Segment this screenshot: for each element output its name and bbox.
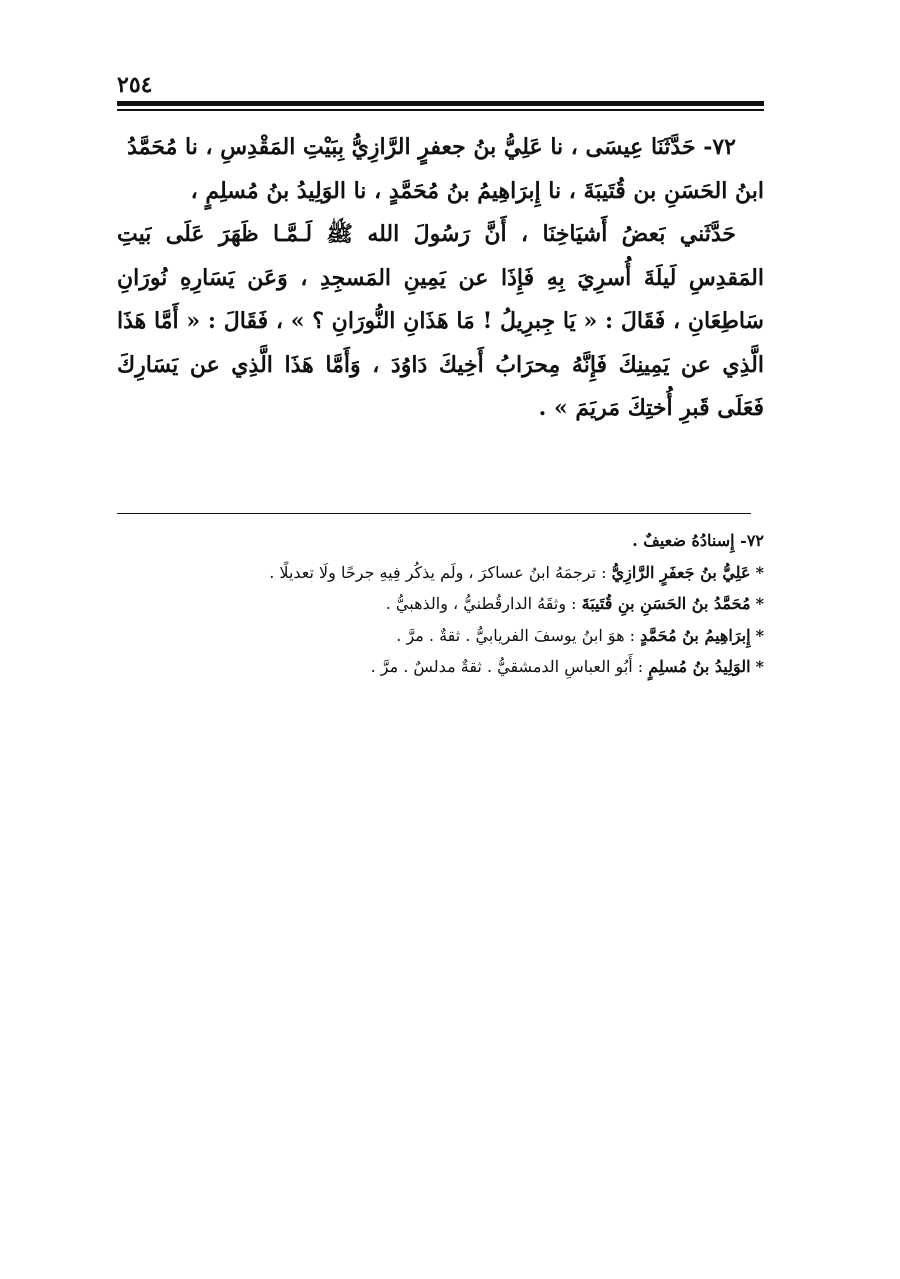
footnote-heading: ٧٢- إِسنادُهُ ضعيفٌ . (632, 531, 764, 550)
narrator-name: عَلِيُّ بنُ جَعفَرٍ الرَّازِيُّ (611, 562, 751, 582)
narrator-name: إِبرَاهِيمُ بنُ مُحَمَّدٍ (640, 625, 751, 645)
page-number: ٢٥٤ (117, 72, 153, 98)
isnad-line-1: ٧٢- حَدَّثَنَا عِيسَى ، نا عَلِيُّ بنُ جعفرٍ الرَّازِيُّ بِبَيْتِ المَقْدِسِ ، نا مُحَمَّدُ (127, 134, 736, 160)
footnote-rule (117, 513, 751, 514)
footnote-item (117, 588, 764, 620)
footnote-item (117, 620, 764, 652)
footnote-item (117, 651, 764, 683)
footnote-star: * (755, 657, 764, 676)
footnote-star: * (755, 562, 764, 582)
narrator-note: : هوَ ابنُ يوسفَ الفريابيُّ . ثقةٌ . مرَّ . (396, 625, 641, 645)
footnote-star: * (755, 594, 764, 613)
footnote-star: * (755, 625, 764, 645)
narrator-note: : أَبُو العباسِ الدمشقيُّ . ثقةٌ مدلسٌ . مرَّ . (370, 657, 649, 676)
header-rule-thin (117, 109, 764, 111)
narrator-name: مُحَمَّدُ بنُ الحَسَنِ بنِ قُتَيبَةَ (581, 594, 751, 613)
hadith-matn: حَدَّثَني بَعضُ أَشيَاخِنَا ، أَنَّ رَسُولَ الله ﷺ لَـمَّـا ظَهَرَ عَلَى بَيتِ المَقدِسِ لَيلَةَ أُسرِيَ بِهِ فَإِذَا عن يَمِينِ المَسجِدِ ، وَعَن يَسَارِهِ نُورَانِ سَاطِعَانِ ، فَقَالَ : « يَا جِبرِيلُ ! مَا هَذَانِ النُّورَانِ ؟ » ، فَقَالَ : « أَمَّا هَذَا الَّذِي عن يَمِينِكَ فَإِنَّهُ مِحرَابُ أَخِيكَ دَاوُدَ ، وَأَمَّا هَذَا الَّذِي عن يَسَارِكَ فَعَلَى قَبرِ أُختِكَ مَريَمَ » . (117, 221, 764, 421)
narrator-note: : وثقَهُ الدارقُطنيُّ ، والذهبيُّ . (385, 594, 582, 613)
narrator-note: : ترجمَهُ ابنُ عساكرَ ، ولَم يذكُر فِيهِ جرحًا ولَا تعديلًا . (269, 562, 612, 582)
narrator-name: الوَلِيدُ بنُ مُسلِمٍ (648, 657, 751, 676)
footnote-item (117, 557, 764, 589)
hadith-body (117, 126, 764, 431)
header-rule-thick (117, 101, 764, 106)
isnad-line-2: ابنُ الحَسَنِ بن قُتَيبَةَ ، نا إِبرَاهِيمُ بنُ مُحَمَّدٍ ، نا الوَلِيدُ بنُ مُسلِمٍ ، (190, 177, 764, 204)
footnotes (117, 525, 764, 683)
